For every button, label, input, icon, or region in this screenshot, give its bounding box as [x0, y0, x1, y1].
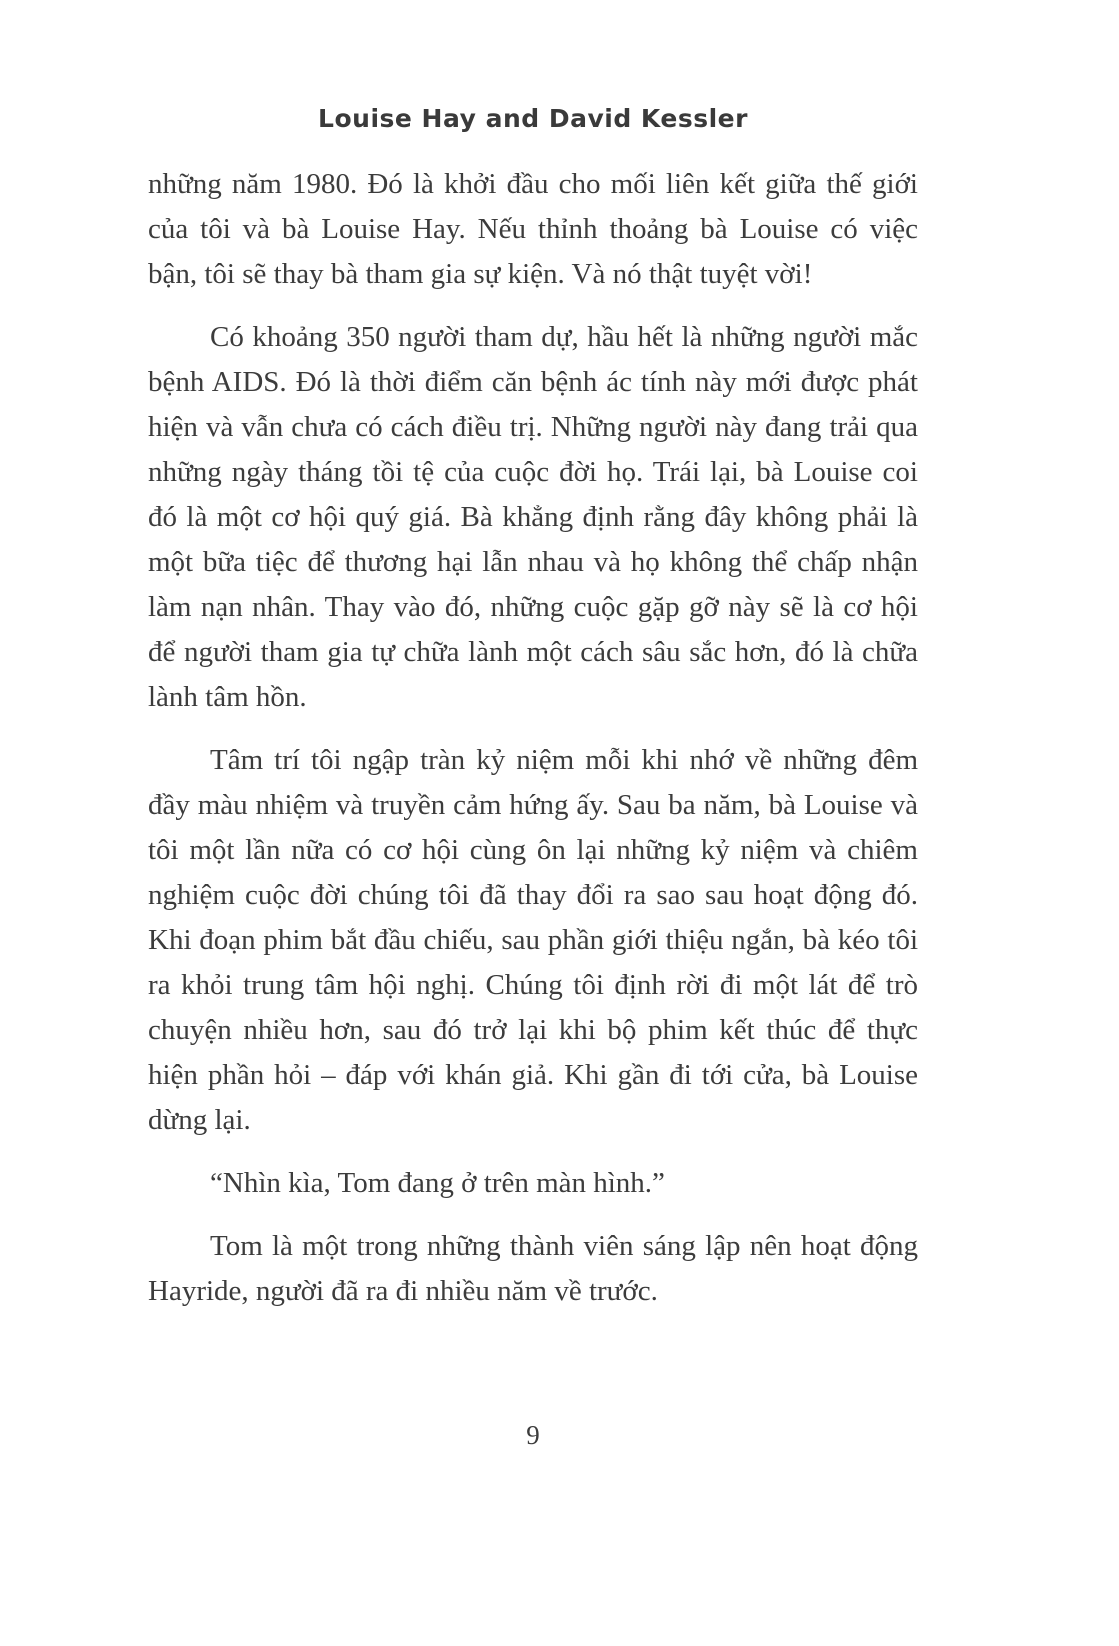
- body-text: [148, 162, 918, 1332]
- paragraph: Tâm trí tôi ngập tràn kỷ niệm mỗi khi nhớ về những đêm đầy màu nhiệm và truyền cảm hứng ấy. Sau ba năm, bà Louise và tôi một lần nữa có cơ hội cùng ôn lại những kỷ niệm và chiêm nghiệm cuộc đời chúng tôi đã thay đổi ra sao sau hoạt động đó. Khi đoạn phim bắt đầu chiếu, sau phần giới thiệu ngắn, bà kéo tôi ra khỏi trung tâm hội nghị. Chúng tôi định rời đi một lát để trò chuyện nhiều hơn, sau đó trở lại khi bộ phim kết thúc để thực hiện phần hỏi – đáp với khán giả. Khi gần đi tới cửa, bà Louise dừng lại.: [148, 744, 918, 1136]
- page-number: 9: [526, 1420, 540, 1450]
- paragraph: “Nhìn kìa, Tom đang ở trên màn hình.”: [210, 1167, 665, 1199]
- paragraph: Tom là một trong những thành viên sáng lập nên hoạt động Hayride, người đã ra đi nhiều năm về trước.: [148, 1230, 918, 1307]
- paragraph: những năm 1980. Đó là khởi đầu cho mối liên kết giữa thế giới của tôi và bà Louise Hay. Nếu thỉnh thoảng bà Louise có việc bận, tôi sẽ thay bà tham gia sự kiện. Và nó thật tuyệt vời!: [148, 168, 918, 290]
- paragraph: Có khoảng 350 người tham dự, hầu hết là những người mắc bệnh AIDS. Đó là thời điểm căn bệnh ác tính này mới được phát hiện và vẫn chưa có cách điều trị. Những người này đang trải qua những ngày tháng tồi tệ của cuộc đời họ. Trái lại, bà Louise coi đó là một cơ hội quý giá. Bà khẳng định rằng đây không phải là một bữa tiệc để thương hại lẫn nhau và họ không thể chấp nhận làm nạn nhân. Thay vào đó, những cuộc gặp gỡ này sẽ là cơ hội để người tham gia tự chữa lành một cách sâu sắc hơn, đó là chữa lành tâm hồn.: [148, 321, 918, 713]
- running-header: Louise Hay and David Kessler: [318, 104, 748, 133]
